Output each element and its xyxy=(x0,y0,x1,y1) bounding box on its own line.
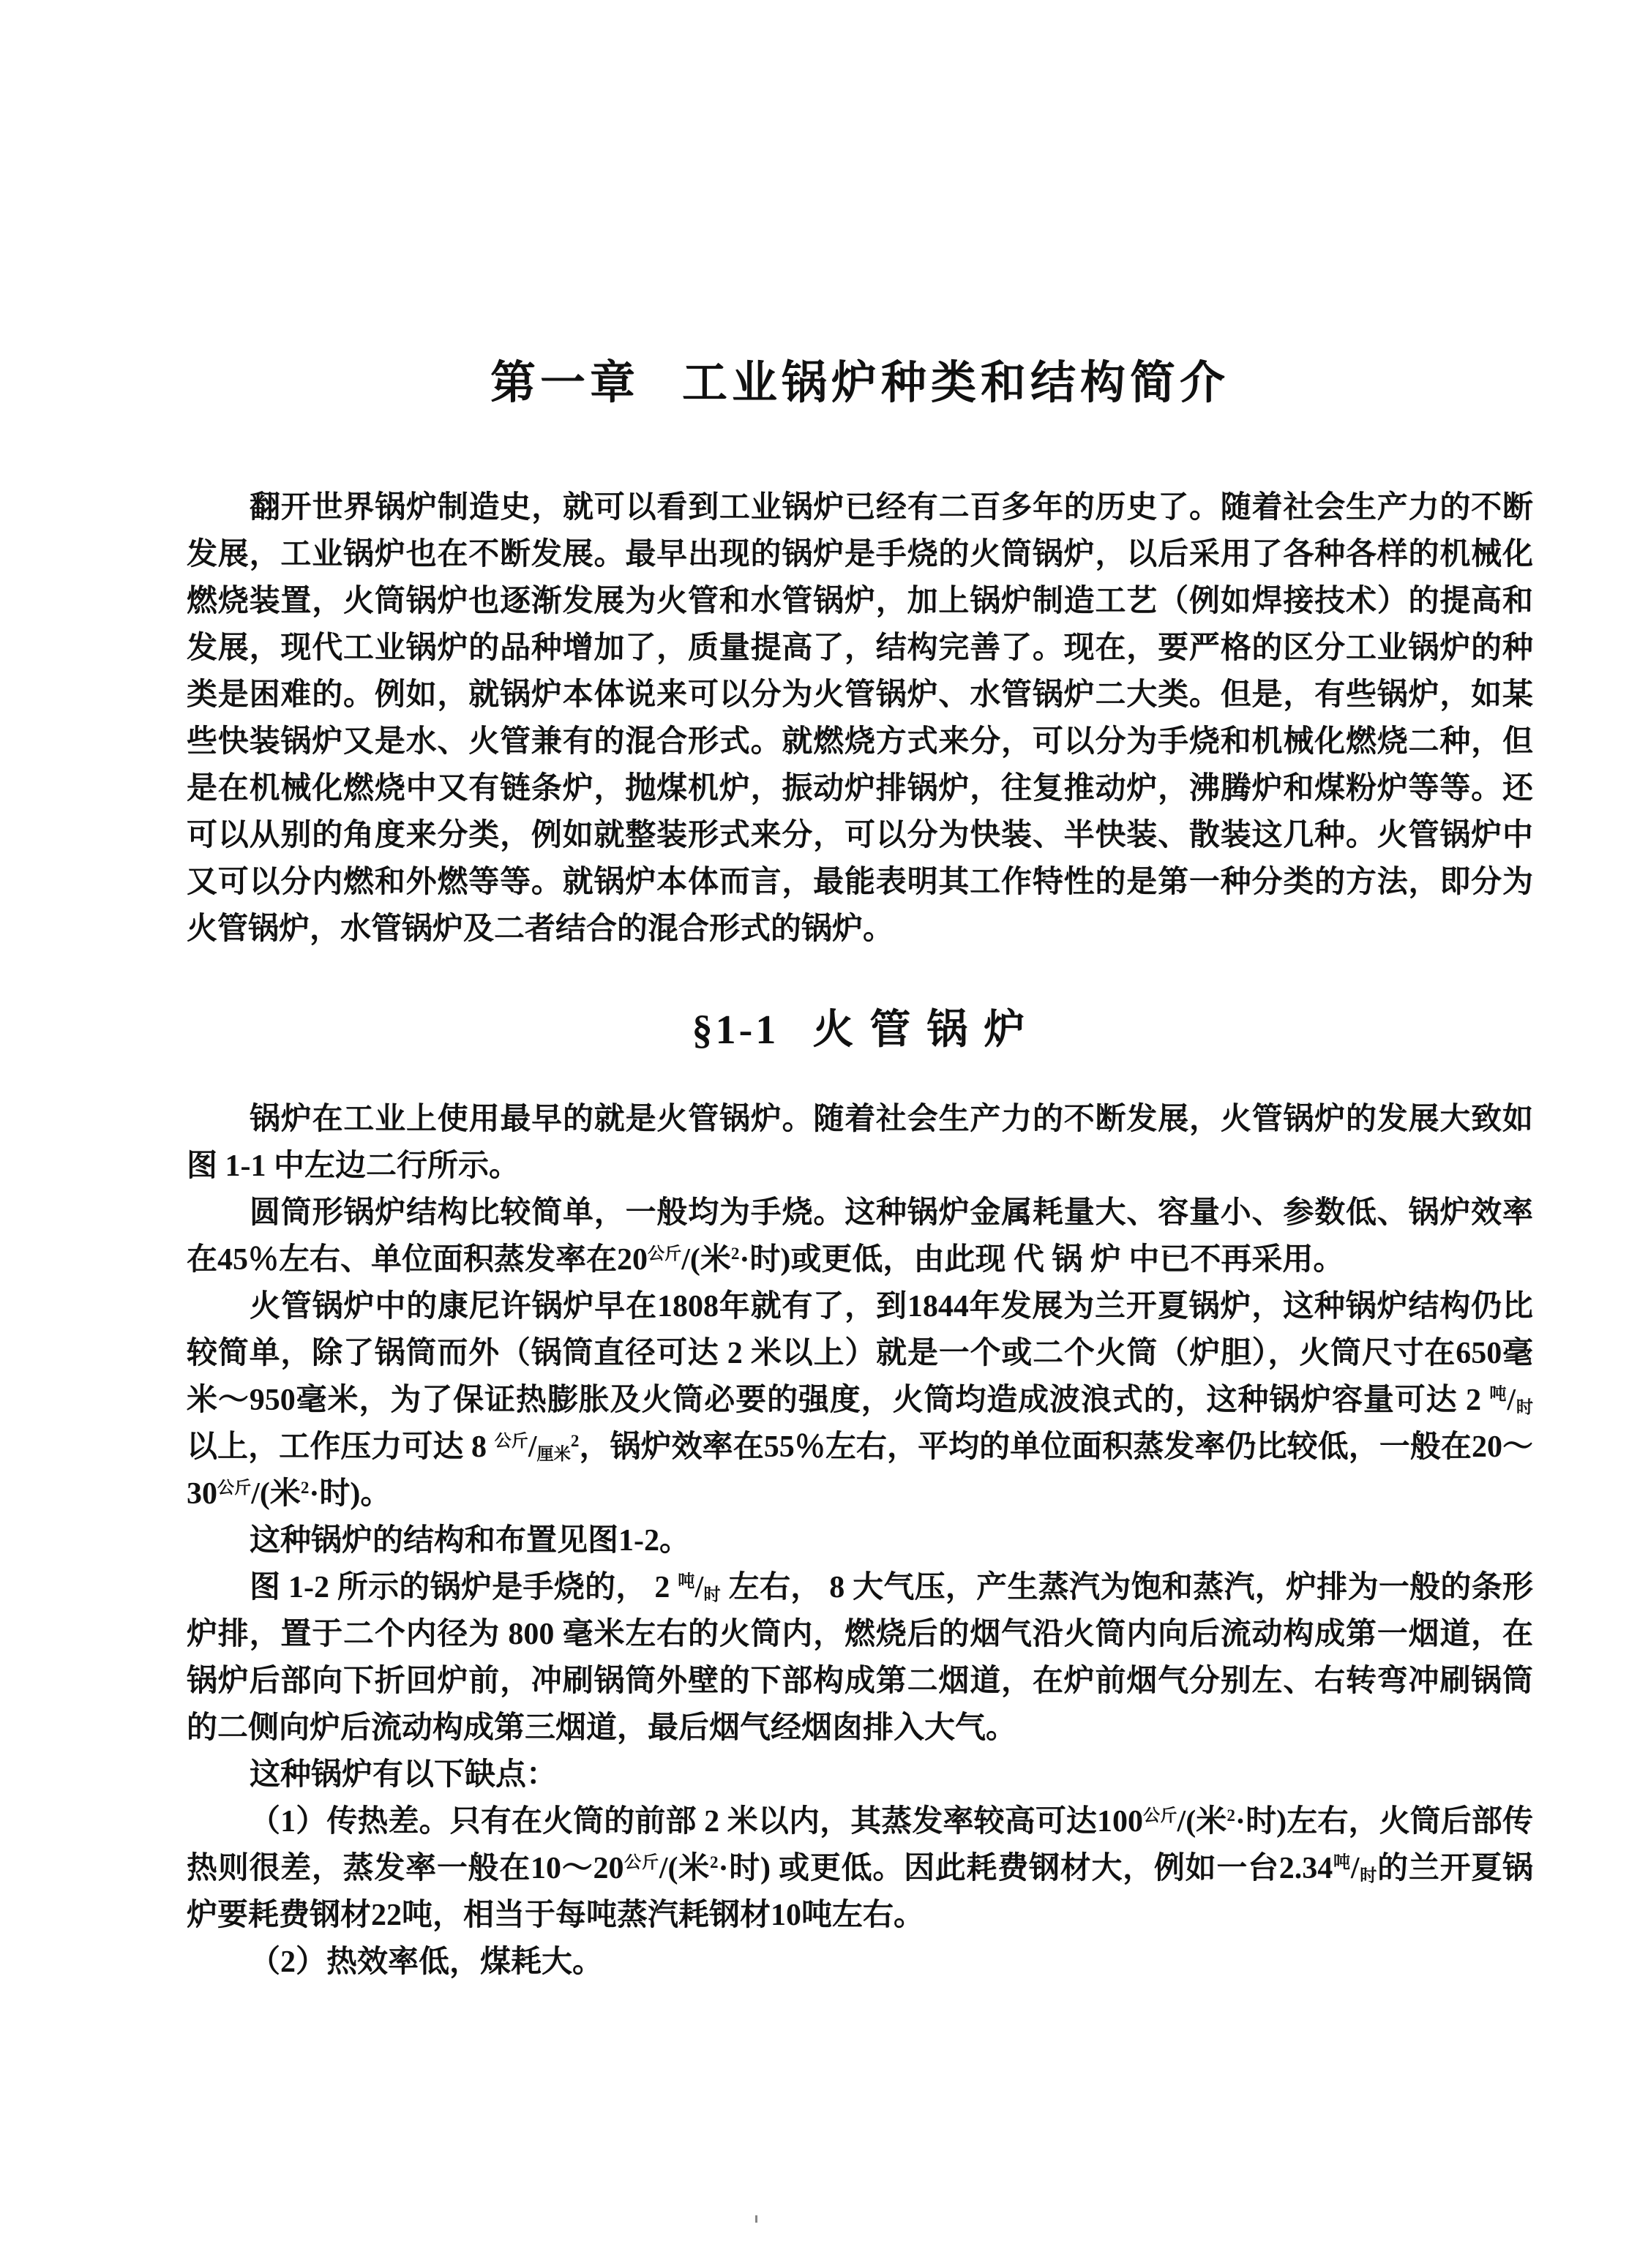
scan-noise-speck xyxy=(755,2215,757,2223)
paragraph-intro: 翻开世界锅炉制造史，就可以看到工业锅炉已经有二百多年的历史了。随着社会生产力的不断发展，工业锅炉也在不断发展。最早出现的锅炉是手烧的火筒锅炉，以后采用了各种各样的机械化燃烧装置，火筒锅炉也逐渐发展为火管和水管锅炉，加上锅炉制造工艺（例如焊接技术）的提高和发展，现代工业锅炉的品种增加了，质量提高了，结构完善了。现在，要严格的区分工业锅炉的种类是困难的。例如，就锅炉本体说来可以分为火管锅炉、水管锅炉二大类。但是，有些锅炉，如某些快装锅炉又是水、火管兼有的混合形式。就燃烧方式来分，可以分为手烧和机械化燃烧二种，但是在机械化燃烧中又有链条炉，抛煤机炉，振动炉排锅炉，往复推动炉，沸腾炉和煤粉炉等等。还可以从别的角度来分类，例如就整装形式来分，可以分为快装、半快装、散装这几种。火管锅炉中又可以分内燃和外燃等等。就锅炉本体而言，最能表明其工作特性的是第一种分类的方法，即分为火管锅炉，水管锅炉及二者结合的混合形式的锅炉。 xyxy=(187,491,1533,946)
paragraph-defect-2: （2）热效率低，煤耗大。 xyxy=(250,1945,604,1979)
paragraph-defects-lead: 这种锅炉有以下缺点： xyxy=(250,1758,558,1792)
paragraph-figure-reference: 这种锅炉的结构和布置见图1-2。 xyxy=(250,1524,690,1558)
paragraph-cylindrical-boiler: 圆筒形锅炉结构比较简单，一般均为手烧。这种锅炉金属耗量大、容量小、参数低、锅炉效率在45％左右、单位面积蒸发率在$20^{公斤}/$(米$^2$·时)或更低，由此现 代 锅 炉 中已不再采用。 xyxy=(187,1196,1533,1277)
paragraph-figure-description: 图 1-2 所示的锅炉是手烧的， 2 $^吨/_时$ 左右， 8 大气压，产生蒸汽为饱和蒸汽，炉排为一般的条形炉排，置于二个内径为 800 毫米左右的火筒内，燃烧后的烟气沿火筒内向后流动构成第一烟道，在锅炉后部向下折回炉前，冲刷锅筒外壁的下部构成第二烟道，在炉前烟气分别左、右转弯冲刷锅筒的二侧向炉后流动构成第三烟道，最后烟气经烟囱排入大气。 xyxy=(187,1571,1533,1745)
chapter-title xyxy=(187,357,1533,410)
chapter-title-text: 工业锅炉种类和结构简介 xyxy=(682,358,1230,408)
paragraph-defect-1: （1）传热差。只有在火筒的前部 2 米以内，其蒸发率较高可达$100^{公斤}/$(米$^2$·时)左右，火筒后部传热则很差，蒸发率一般在$10\sim 20^{公斤}/$(米$^2$·时) 或更低。因此耗费钢材大，例如一台$2.34^吨/_时$的兰开夏锅炉要耗费钢材22吨，相当于每吨蒸汽耗钢材10吨左右。 xyxy=(187,1805,1534,1932)
text-block xyxy=(187,0,1533,1986)
chapter-label: 第一章 xyxy=(490,358,640,408)
section-heading xyxy=(187,1005,1533,1055)
section-title-text: 火 管 锅 炉 xyxy=(812,1007,1028,1053)
paragraph-firetube-intro: 锅炉在工业上使用最早的就是火管锅炉。随着社会生产力的不断发展，火管锅炉的发展大致如图 1-1 中左边二行所示。 xyxy=(187,1103,1533,1183)
paragraph-cornish-lancashire: 火管锅炉中的康尼许锅炉早在1808年就有了，到1844年发展为兰开夏锅炉，这种锅炉结构仍比较简单，除了锅筒而外（锅筒直径可达 2 米以上）就是一个或二个火筒（炉胆），火筒尺寸在650毫米～950毫米，为了保证热膨胀及火筒必要的强度，火筒均造成波浪式的，这种锅炉容量可达 2 $^吨/_时$ 以上，工作压力可达 8 $^{公斤}/_{厘米}^2$，锅炉效率在55％左右，平均的单位面积蒸发率仍比较低，一般在$20\sim 30^{公斤}/$(米$^2$·时)。 xyxy=(187,1290,1533,1511)
section-number: §1-1 xyxy=(692,1007,779,1053)
